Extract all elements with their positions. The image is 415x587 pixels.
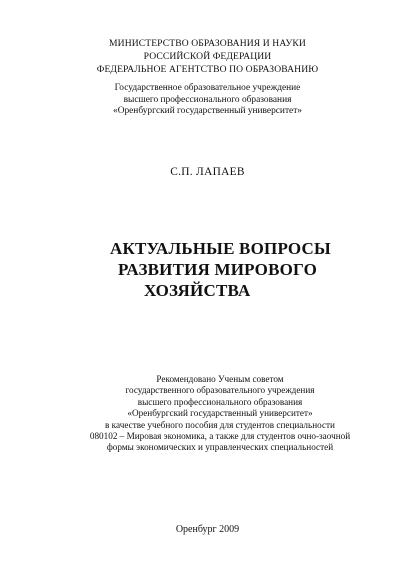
recommendation-line: 080102 – Мировая экономика, а также для студентов очно-заочной — [89, 431, 351, 442]
recommendation-line: государственного образовательного учреждения — [125, 385, 315, 396]
recommendation-line: высшего профессионального образования — [137, 396, 303, 407]
title-line: РАЗВИТИЯ МИРОВОГО — [118, 260, 318, 279]
recommendation-line: Рекомендовано Ученым советом — [156, 374, 284, 384]
institution-line: «Оренбургский государственный университет» — [113, 106, 302, 116]
title-line: АКТУАЛЬНЫЕ ВОПРОСЫ — [110, 239, 331, 258]
publication-place-year: Оренбург 2009 — [175, 524, 240, 535]
title-line: ХОЗЯЙСТВА — [144, 281, 251, 300]
book-title — [110, 238, 390, 301]
author-name: С.П. ЛАПАЕВ — [170, 166, 245, 178]
ministry-header — [30, 37, 385, 76]
institution-name — [30, 83, 385, 118]
recommendation-line: формы экономических и управленческих специальностей — [106, 442, 334, 453]
recommendation-note — [55, 374, 385, 454]
recommendation-line: «Оренбургский государственный университет» — [127, 408, 313, 419]
ministry-line: РОССИЙСКОЙ ФЕДЕРАЦИИ — [143, 51, 272, 62]
institution-line: высшего профессионального образования — [123, 94, 292, 105]
ministry-line: ФЕДЕРАЛЬНОЕ АГЕНТСТВО ПО ОБРАЗОВАНИЮ — [96, 64, 319, 75]
recommendation-line: в качестве учебного пособия для студентов специальности — [105, 419, 335, 430]
institution-line: Государственное образовательное учреждение — [114, 83, 301, 93]
ministry-line: МИНИСТЕРСТВО ОБРАЗОВАНИЯ И НАУКИ — [109, 38, 306, 49]
